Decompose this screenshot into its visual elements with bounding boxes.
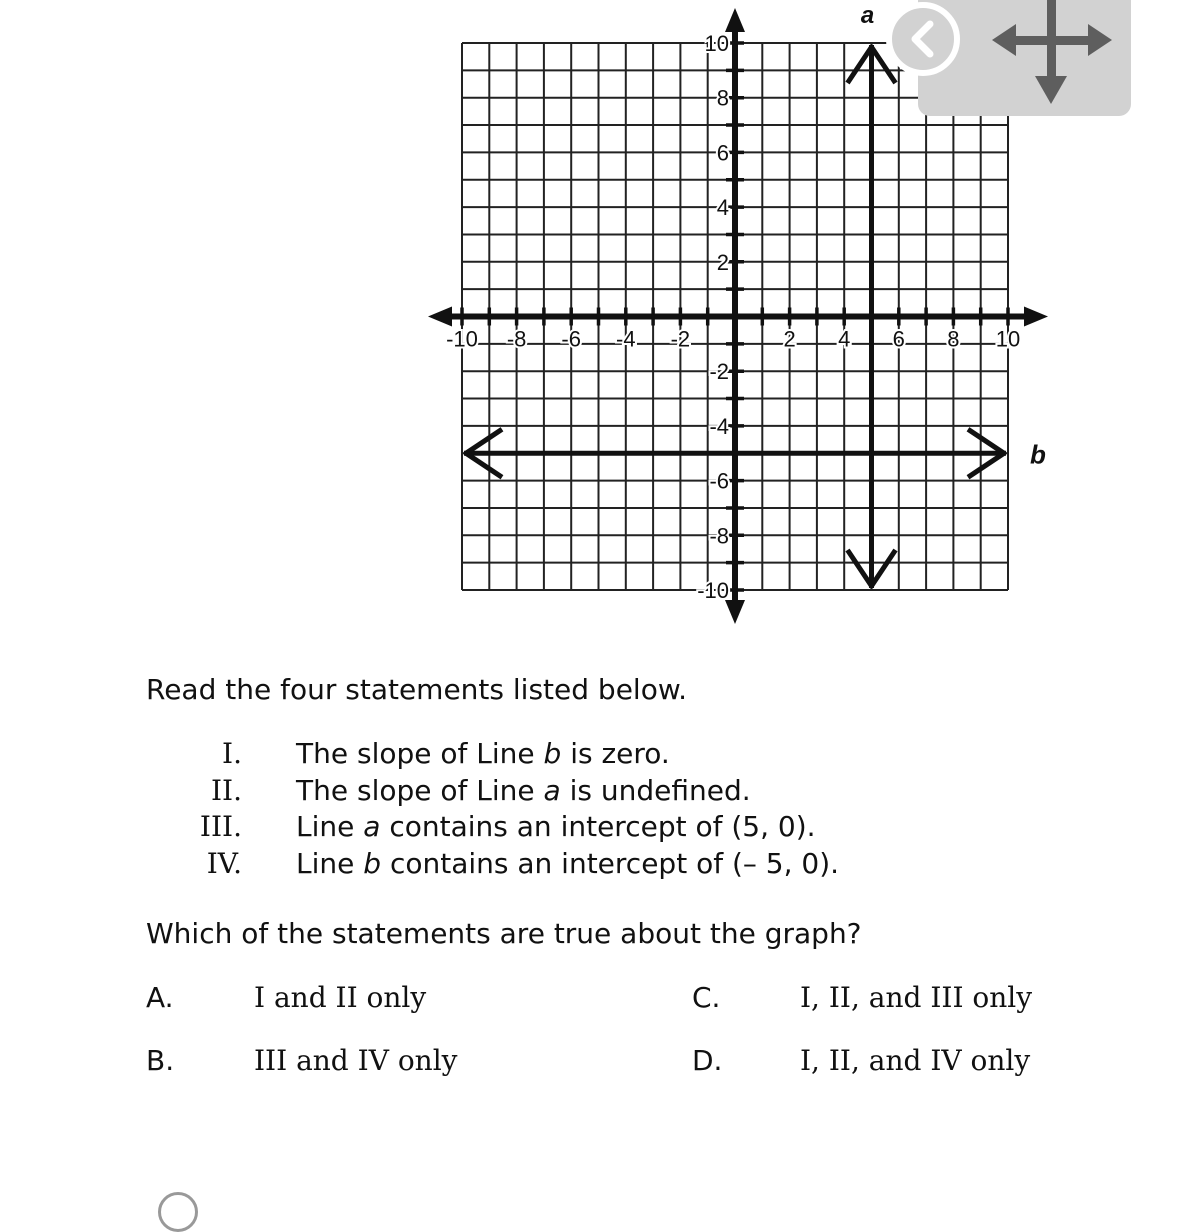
statement-numeral: III.: [199, 810, 242, 843]
choice-letter: C.: [692, 981, 721, 1014]
x-tick-label: -2: [670, 326, 691, 352]
statement-text: [296, 736, 670, 773]
choice-text: I and II only: [254, 981, 427, 1014]
question-text: Which of the statements are true about the graph?: [146, 917, 862, 950]
statement-text-part: The slope of Line: [296, 737, 544, 770]
chevron-left-circle-icon[interactable]: [884, 0, 962, 78]
statement-text-part: Line: [296, 810, 364, 843]
x-tick-label: -10: [446, 326, 478, 352]
statement-text-part: is zero.: [561, 737, 670, 770]
y-tick-label: 4: [716, 195, 729, 221]
choice-letter: B.: [146, 1044, 175, 1077]
statement-variable: b: [363, 846, 382, 880]
y-tick-label: -2: [709, 359, 729, 385]
x-tick-label: 8: [947, 326, 960, 352]
statement-text-part: is undefined.: [560, 773, 751, 807]
line-label-a: a: [860, 2, 875, 29]
x-tick-label: -4: [616, 326, 636, 352]
statement-2: [180, 773, 839, 810]
statement-text-part: contains an intercept of (5, 0).: [380, 810, 816, 843]
choice-letter: D.: [692, 1044, 723, 1077]
y-axis-bottom-arrow: [725, 600, 745, 624]
statement-text: [296, 846, 839, 883]
statement-text-part: Line: [296, 846, 364, 880]
choice-text: I, II, and III only: [800, 981, 1033, 1014]
x-tick-label: 4: [838, 326, 851, 352]
y-tick-label: 10: [704, 31, 729, 56]
y-axis-top-arrow: [725, 8, 745, 32]
x-tick-label: -8: [506, 326, 527, 352]
statement-variable: b: [543, 737, 562, 770]
statement-variable: a: [543, 773, 561, 807]
choice-text: I, II, and IV only: [800, 1044, 1031, 1077]
x-tick-label: -6: [561, 326, 581, 352]
x-tick-label: 2: [783, 326, 796, 352]
y-tick-label: -8: [709, 523, 729, 549]
x-tick-label: 6: [892, 326, 905, 352]
statement-4: [180, 846, 839, 883]
y-tick-label: -10: [697, 578, 729, 603]
line-label-b: b: [1030, 439, 1046, 470]
statement-text: [296, 773, 751, 810]
statement-text-part: The slope of Line: [296, 773, 544, 807]
partial-radio-button[interactable]: [158, 1192, 198, 1232]
choice-text: III and IV only: [254, 1044, 458, 1077]
x-tick-label: 10: [995, 326, 1021, 352]
statement-variable: a: [363, 810, 381, 843]
intro-text: Read the four statements listed below.: [146, 673, 688, 706]
statement-numeral: II.: [210, 773, 242, 807]
statement-numeral: I.: [222, 737, 242, 770]
statement-1: [180, 736, 839, 773]
y-tick-label: 6: [716, 140, 729, 166]
statement-text-part: contains an intercept of (– 5, 0).: [381, 846, 840, 880]
y-tick-label: -4: [709, 413, 729, 439]
choice-letter: A.: [146, 981, 174, 1014]
y-tick-label: 2: [716, 249, 729, 275]
statement-text: [296, 809, 816, 846]
statement-numeral: IV.: [206, 846, 242, 880]
statement-list: [180, 736, 839, 882]
x-axis-left-arrow: [428, 307, 452, 327]
four-way-arrow-icon[interactable]: [988, 0, 1116, 104]
y-tick-label: -6: [709, 468, 729, 494]
statement-3: [180, 809, 839, 846]
x-axis-right-arrow: [1024, 307, 1048, 327]
y-tick-label: 8: [716, 85, 729, 111]
